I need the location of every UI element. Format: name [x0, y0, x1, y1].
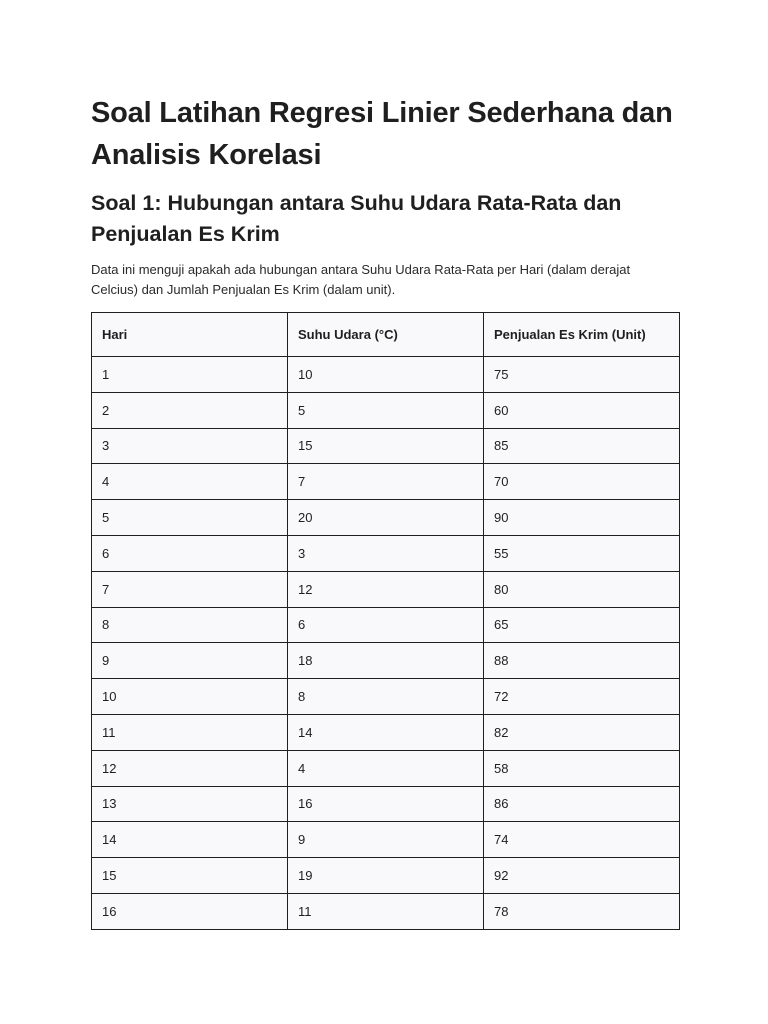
column-header-penjualan: Penjualan Es Krim (Unit) [484, 313, 680, 357]
document-page [91, 92, 679, 919]
cell-hari: 6 [92, 535, 288, 571]
cell-penjualan: 90 [484, 500, 680, 536]
cell-hari: 5 [92, 500, 288, 536]
cell-penjualan: 70 [484, 464, 680, 500]
cell-hari: 11 [92, 714, 288, 750]
intro-paragraph: Data ini menguji apakah ada hubungan antara Suhu Udara Rata-Rata per Hari (dalam derajat Celcius) dan Jumlah Penjualan Es Krim (dalam unit). [91, 262, 631, 297]
cell-suhu: 3 [288, 535, 484, 571]
table-row [92, 893, 680, 929]
table-row [92, 786, 680, 822]
table-row [92, 679, 680, 715]
table-header-row [92, 313, 680, 357]
cell-suhu: 9 [288, 822, 484, 858]
cell-penjualan: 60 [484, 392, 680, 428]
cell-penjualan: 86 [484, 786, 680, 822]
cell-suhu: 4 [288, 750, 484, 786]
cell-penjualan: 55 [484, 535, 680, 571]
cell-hari: 14 [92, 822, 288, 858]
column-header-suhu: Suhu Udara (°C) [288, 313, 484, 357]
cell-hari: 12 [92, 750, 288, 786]
table-row [92, 392, 680, 428]
column-header-hari: Hari [92, 313, 288, 357]
cell-penjualan: 65 [484, 607, 680, 643]
cell-penjualan: 80 [484, 571, 680, 607]
cell-suhu: 19 [288, 858, 484, 894]
table-row [92, 607, 680, 643]
cell-penjualan: 88 [484, 643, 680, 679]
cell-hari: 7 [92, 571, 288, 607]
cell-hari: 13 [92, 786, 288, 822]
document-title: Soal Latihan Regresi Linier Sederhana dan Analisis Korelasi [91, 97, 673, 171]
cell-penjualan: 82 [484, 714, 680, 750]
cell-hari: 8 [92, 607, 288, 643]
cell-suhu: 16 [288, 786, 484, 822]
cell-suhu: 10 [288, 357, 484, 393]
table-row [92, 750, 680, 786]
table-row [92, 858, 680, 894]
table-row [92, 643, 680, 679]
table-row [92, 357, 680, 393]
table-row [92, 464, 680, 500]
cell-suhu: 5 [288, 392, 484, 428]
cell-penjualan: 58 [484, 750, 680, 786]
cell-hari: 2 [92, 392, 288, 428]
cell-penjualan: 72 [484, 679, 680, 715]
cell-penjualan: 92 [484, 858, 680, 894]
table-row [92, 571, 680, 607]
cell-suhu: 12 [288, 571, 484, 607]
table-body [92, 357, 680, 930]
cell-penjualan: 78 [484, 893, 680, 929]
cell-suhu: 14 [288, 714, 484, 750]
cell-suhu: 11 [288, 893, 484, 929]
cell-hari: 9 [92, 643, 288, 679]
cell-hari: 4 [92, 464, 288, 500]
cell-suhu: 7 [288, 464, 484, 500]
table-row [92, 822, 680, 858]
table-row [92, 500, 680, 536]
cell-penjualan: 74 [484, 822, 680, 858]
table-row [92, 428, 680, 464]
section-title: Soal 1: Hubungan antara Suhu Udara Rata-Rata dan Penjualan Es Krim [91, 191, 622, 246]
table-row [92, 535, 680, 571]
cell-hari: 16 [92, 893, 288, 929]
cell-penjualan: 75 [484, 357, 680, 393]
cell-hari: 1 [92, 357, 288, 393]
cell-suhu: 6 [288, 607, 484, 643]
cell-hari: 10 [92, 679, 288, 715]
cell-suhu: 8 [288, 679, 484, 715]
data-table [91, 312, 680, 930]
cell-hari: 15 [92, 858, 288, 894]
cell-suhu: 20 [288, 500, 484, 536]
cell-penjualan: 85 [484, 428, 680, 464]
cell-suhu: 18 [288, 643, 484, 679]
table-row [92, 714, 680, 750]
cell-hari: 3 [92, 428, 288, 464]
cell-suhu: 15 [288, 428, 484, 464]
